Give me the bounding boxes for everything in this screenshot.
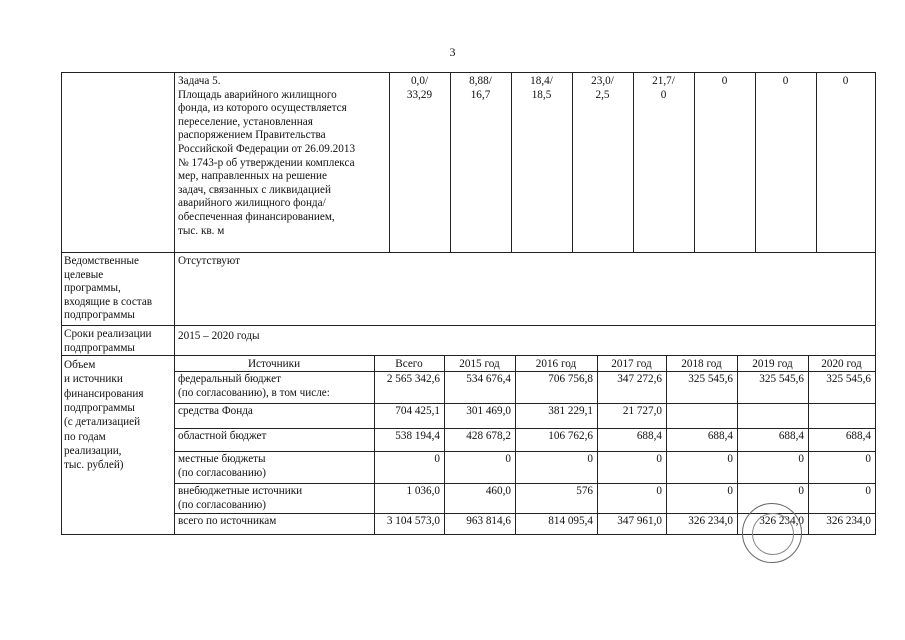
funding-label-line: и источники	[64, 373, 123, 386]
funding-cell: 0	[865, 453, 871, 465]
task5-value: 2,5	[595, 88, 610, 101]
task5-value: 16,7	[470, 88, 491, 101]
funding-cell: 347 961,0	[617, 515, 662, 527]
funding-source-line: средства Фонда	[178, 405, 253, 417]
task5-text-line: тыс. кв. м	[178, 224, 225, 237]
funding-cell: 325 545,6	[759, 373, 804, 385]
funding-cell: 538 194,4	[395, 430, 440, 442]
funding-header-sources: Источники	[247, 358, 301, 370]
funding-cell: 0	[798, 453, 804, 465]
task5-value: 0,0/	[410, 75, 429, 87]
funding-header-year: 2020 год	[821, 358, 862, 370]
task5-text-line: № 1743-р об утверждении комплекса	[178, 156, 355, 169]
task5-text-line: Площадь аварийного жилищного	[178, 88, 337, 101]
funding-cell: 0	[727, 485, 733, 497]
departmental-label-line: Ведомственные	[64, 255, 139, 267]
funding-cell: 0	[727, 453, 733, 465]
funding-source-line: местные бюджеты	[178, 453, 266, 465]
funding-cell: 704 425,1	[395, 405, 440, 417]
table-rule	[174, 403, 876, 404]
terms-value: 2015 – 2020 годы	[178, 330, 260, 342]
table-rule	[816, 72, 817, 253]
funding-cell: 814 095,4	[548, 515, 593, 527]
task5-text-line: Задача 5.	[178, 75, 221, 87]
funding-cell: 963 814,6	[466, 515, 511, 527]
funding-cell: 688,4	[707, 430, 733, 442]
funding-cell: 2 565 342,6	[386, 373, 440, 385]
funding-cell: 3 104 573,0	[386, 515, 440, 527]
task5-text-line: обеспеченная финансированием,	[178, 211, 335, 223]
task5-value: 0	[842, 75, 849, 87]
funding-label-line: подпрограммы	[64, 401, 135, 414]
funding-cell: 0	[587, 453, 593, 465]
funding-cell: 0	[865, 485, 871, 497]
funding-cell: 326 234,0	[688, 515, 733, 527]
task5-text-line: фонда, из которого осуществляется	[178, 102, 347, 115]
funding-source-line: всего по источникам	[178, 515, 277, 527]
funding-label-line: реализации,	[64, 444, 122, 457]
funding-header-year: Всего	[395, 358, 423, 370]
task5-value: 0	[721, 75, 728, 87]
funding-cell: 301 469,0	[466, 405, 511, 417]
table-rule	[374, 355, 375, 535]
funding-source-line: федеральный бюджет	[178, 373, 281, 385]
official-stamp	[742, 503, 802, 563]
task5-value: 23,0/	[591, 75, 614, 87]
funding-label-line: (с детализацией	[64, 416, 141, 429]
table-rule	[61, 325, 876, 326]
funding-cell: 534 676,4	[466, 373, 511, 385]
table-rule	[444, 355, 445, 535]
funding-cell: 381 229,1	[548, 405, 593, 417]
funding-label-line: тыс. рублей)	[64, 459, 124, 472]
task5-value: 18,4/	[530, 75, 553, 87]
funding-cell: 21 727,0	[622, 405, 662, 417]
table-rule	[875, 72, 876, 535]
table-rule	[808, 355, 809, 535]
funding-label-line: по годам	[64, 430, 106, 443]
table-rule	[174, 451, 876, 452]
funding-source-line: внебюджетные источники	[178, 485, 303, 497]
funding-cell: 0	[434, 453, 440, 465]
table-rule	[174, 428, 876, 429]
table-rule	[666, 355, 667, 535]
task5-text-line: переселение, установленная	[178, 115, 313, 128]
page-number: 3	[449, 45, 456, 59]
funding-cell: 1 036,0	[406, 485, 440, 497]
funding-source-line: областной бюджет	[178, 430, 267, 442]
funding-cell: 428 678,2	[466, 430, 511, 442]
task5-text-line: распоряжением Правительства	[178, 129, 326, 142]
funding-cell: 0	[656, 453, 662, 465]
departmental-label-line: целевые	[64, 268, 104, 281]
task5-value: 8,88/	[469, 75, 492, 87]
table-rule	[61, 72, 62, 535]
task5-value: 0	[782, 75, 789, 87]
funding-source-line: (по согласованию)	[178, 466, 266, 479]
task5-text-line: задач, связанных с ликвидацией	[178, 183, 331, 196]
departmental-label-line: входящие в состав	[64, 295, 153, 308]
funding-cell: 326 234,0	[759, 515, 804, 527]
funding-cell: 325 545,6	[826, 373, 871, 385]
task5-value: 0	[660, 88, 667, 101]
task5-text-line: Российской Федерации от 26.09.2013	[178, 143, 356, 155]
table-rule	[174, 483, 876, 484]
table-rule	[174, 72, 175, 535]
table-rule	[61, 252, 876, 253]
funding-cell: 0	[798, 485, 804, 497]
task5-value: 33,29	[406, 88, 433, 101]
task5-value: 21,7/	[652, 75, 675, 87]
funding-cell: 576	[576, 485, 593, 497]
table-rule	[694, 72, 695, 253]
funding-cell: 0	[656, 485, 662, 497]
funding-header-year: 2019 год	[752, 358, 793, 370]
funding-header-year: 2015 год	[459, 358, 500, 370]
funding-cell: 688,4	[845, 430, 871, 442]
table-rule	[61, 355, 876, 356]
funding-cell: 688,4	[636, 430, 662, 442]
table-rule	[737, 355, 738, 535]
funding-cell: 706 756,8	[548, 373, 593, 385]
funding-cell: 688,4	[778, 430, 804, 442]
funding-source-line: (по согласованию)	[178, 498, 266, 511]
task5-text-line: аварийного жилищного фонда/	[178, 197, 326, 210]
table-rule	[61, 72, 876, 73]
table-rule	[597, 355, 598, 535]
funding-source-line: (по согласованию), в том числе:	[178, 386, 330, 399]
task5-text-line: мер, направленных на решение	[178, 170, 327, 183]
terms-label-line: подпрограммы	[64, 341, 135, 354]
departmental-label-line: программы,	[64, 282, 121, 295]
task5-value: 18,5	[531, 88, 552, 101]
departmental-label-line: подпрограммы	[64, 309, 135, 322]
table-rule	[515, 355, 516, 535]
terms-label-line: Сроки реализации	[64, 328, 152, 340]
table-rule	[755, 72, 756, 253]
funding-header-year: 2016 год	[535, 358, 577, 370]
funding-cell: 325 545,6	[688, 373, 733, 385]
funding-cell: 0	[505, 453, 511, 465]
funding-label-line: Объем	[64, 359, 96, 371]
funding-cell: 347 272,6	[617, 373, 662, 385]
funding-cell: 106 762,6	[548, 430, 593, 442]
funding-header-year: 2017 год	[611, 358, 652, 370]
departmental-value: Отсутствуют	[178, 255, 240, 267]
funding-cell: 460,0	[485, 485, 511, 497]
funding-header-year: 2018 год	[681, 358, 722, 370]
funding-label-line: финансирования	[64, 387, 144, 400]
funding-cell: 326 234,0	[826, 515, 871, 527]
